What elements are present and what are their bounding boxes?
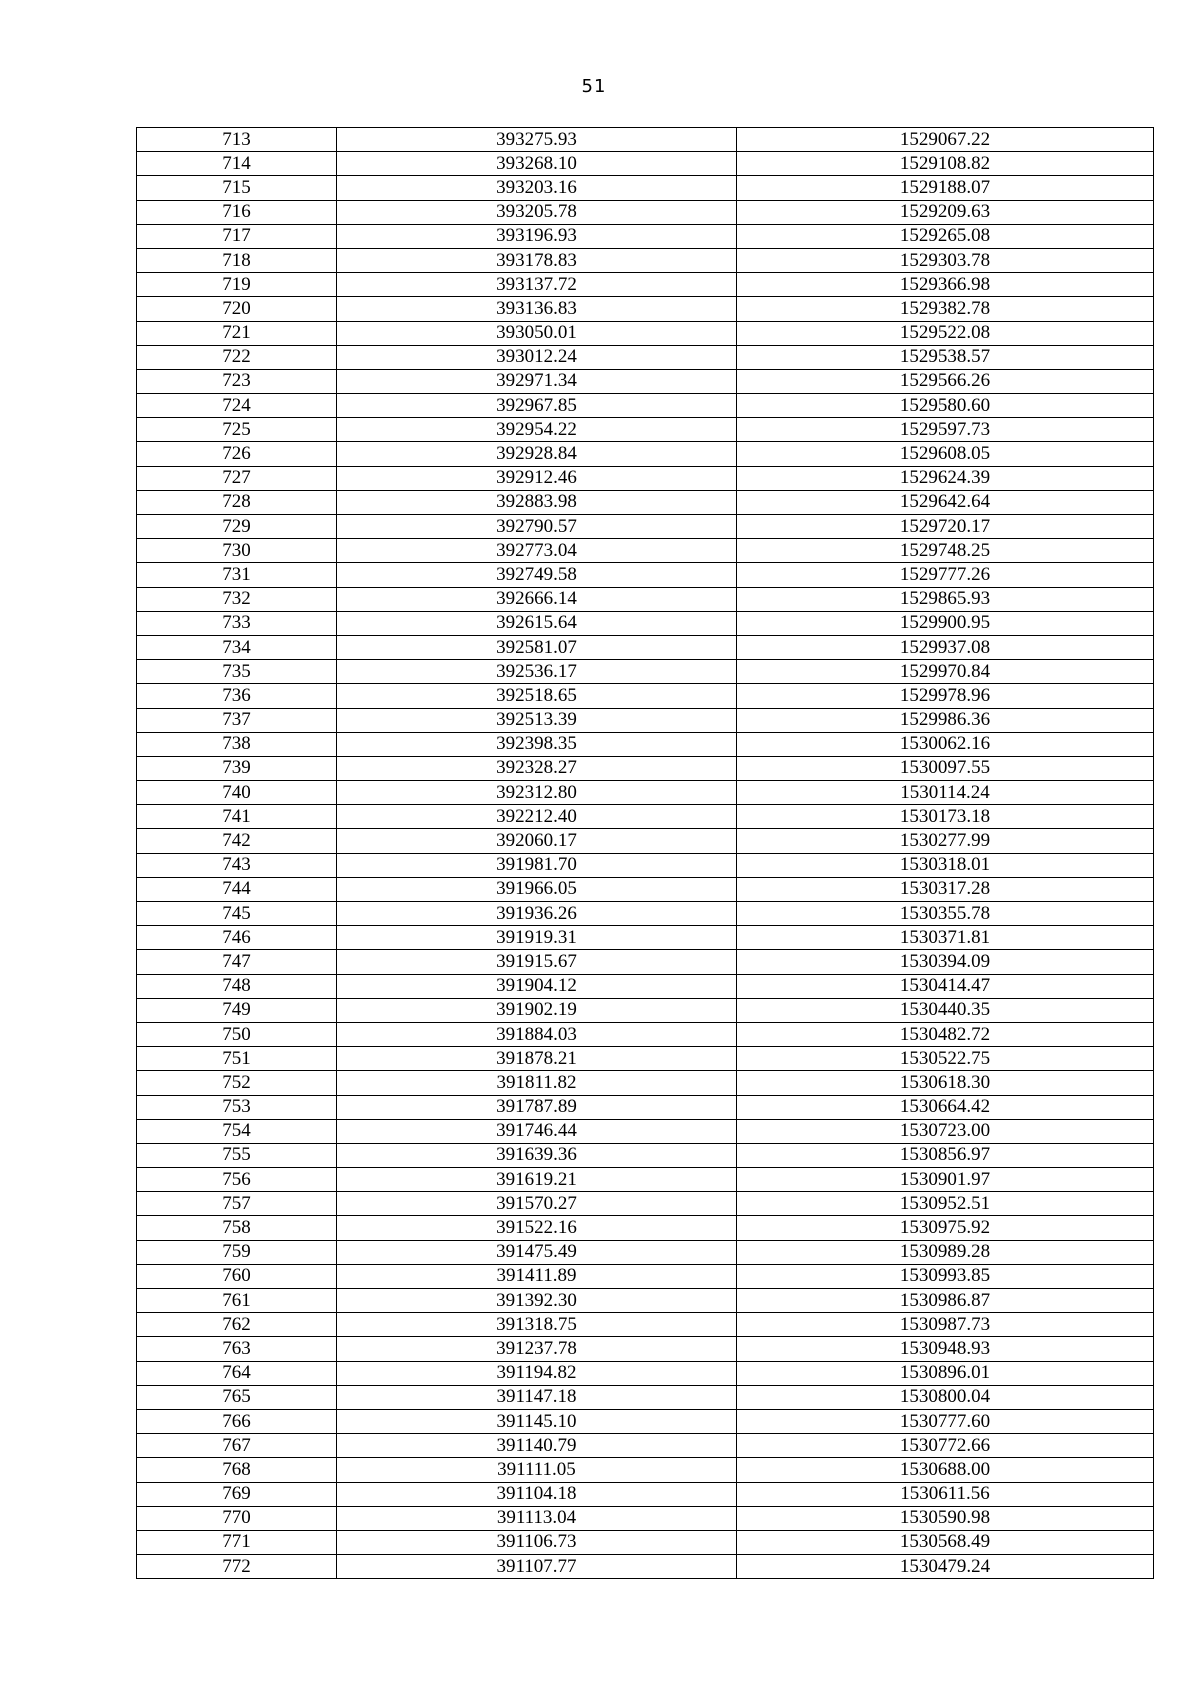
table-row (137, 539, 1154, 563)
point-number-cell: 715 (137, 176, 337, 200)
x-coordinate-cell: 391787.89 (337, 1095, 737, 1119)
table-row (137, 1022, 1154, 1046)
x-coordinate-cell: 391878.21 (337, 1047, 737, 1071)
x-coordinate-cell: 392773.04 (337, 539, 737, 563)
x-coordinate-cell: 391904.12 (337, 974, 737, 998)
y-coordinate-cell: 1529382.78 (737, 297, 1154, 321)
x-coordinate-cell: 393196.93 (337, 224, 737, 248)
y-coordinate-cell: 1529937.08 (737, 635, 1154, 659)
x-coordinate-cell: 392518.65 (337, 684, 737, 708)
table-row (137, 1289, 1154, 1313)
x-coordinate-cell: 391639.36 (337, 1143, 737, 1167)
y-coordinate-cell: 1529720.17 (737, 515, 1154, 539)
point-number-cell: 749 (137, 998, 337, 1022)
point-number-cell: 764 (137, 1361, 337, 1385)
point-number-cell: 720 (137, 297, 337, 321)
point-number-cell: 765 (137, 1385, 337, 1409)
table-row (137, 1409, 1154, 1433)
point-number-cell: 760 (137, 1264, 337, 1288)
point-number-cell: 742 (137, 829, 337, 853)
y-coordinate-cell: 1530522.75 (737, 1047, 1154, 1071)
y-coordinate-cell: 1529265.08 (737, 224, 1154, 248)
y-coordinate-cell: 1529624.39 (737, 466, 1154, 490)
y-coordinate-cell: 1530114.24 (737, 781, 1154, 805)
point-number-cell: 727 (137, 466, 337, 490)
point-number-cell: 754 (137, 1119, 337, 1143)
y-coordinate-cell: 1530989.28 (737, 1240, 1154, 1264)
x-coordinate-cell: 391981.70 (337, 853, 737, 877)
table-row (137, 732, 1154, 756)
y-coordinate-cell: 1530611.56 (737, 1482, 1154, 1506)
x-coordinate-cell: 392790.57 (337, 515, 737, 539)
table-row (137, 1506, 1154, 1530)
table-row (137, 321, 1154, 345)
point-number-cell: 718 (137, 248, 337, 272)
coordinates-table (136, 127, 1154, 1579)
x-coordinate-cell: 393012.24 (337, 345, 737, 369)
point-number-cell: 772 (137, 1555, 337, 1579)
table-row (137, 248, 1154, 272)
table-row (137, 1071, 1154, 1095)
x-coordinate-cell: 391919.31 (337, 926, 737, 950)
point-number-cell: 759 (137, 1240, 337, 1264)
table-row (137, 1047, 1154, 1071)
y-coordinate-cell: 1530664.42 (737, 1095, 1154, 1119)
point-number-cell: 732 (137, 587, 337, 611)
table-row (137, 176, 1154, 200)
point-number-cell: 746 (137, 926, 337, 950)
table-row (137, 829, 1154, 853)
point-number-cell: 714 (137, 152, 337, 176)
point-number-cell: 728 (137, 490, 337, 514)
y-coordinate-cell: 1530482.72 (737, 1022, 1154, 1046)
x-coordinate-cell: 392954.22 (337, 418, 737, 442)
y-coordinate-cell: 1529777.26 (737, 563, 1154, 587)
point-number-cell: 757 (137, 1192, 337, 1216)
x-coordinate-cell: 392328.27 (337, 756, 737, 780)
y-coordinate-cell: 1529522.08 (737, 321, 1154, 345)
point-number-cell: 766 (137, 1409, 337, 1433)
table-row (137, 1119, 1154, 1143)
x-coordinate-cell: 392581.07 (337, 635, 737, 659)
y-coordinate-cell: 1530948.93 (737, 1337, 1154, 1361)
point-number-cell: 758 (137, 1216, 337, 1240)
table-row (137, 684, 1154, 708)
table-row (137, 224, 1154, 248)
table-row (137, 1240, 1154, 1264)
point-number-cell: 770 (137, 1506, 337, 1530)
point-number-cell: 762 (137, 1313, 337, 1337)
point-number-cell: 721 (137, 321, 337, 345)
y-coordinate-cell: 1530993.85 (737, 1264, 1154, 1288)
point-number-cell: 719 (137, 273, 337, 297)
point-number-cell: 716 (137, 200, 337, 224)
point-number-cell: 737 (137, 708, 337, 732)
x-coordinate-cell: 391570.27 (337, 1192, 737, 1216)
point-number-cell: 725 (137, 418, 337, 442)
x-coordinate-cell: 393275.93 (337, 128, 737, 152)
point-number-cell: 743 (137, 853, 337, 877)
y-coordinate-cell: 1529209.63 (737, 200, 1154, 224)
table-row (137, 805, 1154, 829)
table-row (137, 1313, 1154, 1337)
point-number-cell: 744 (137, 877, 337, 901)
point-number-cell: 756 (137, 1168, 337, 1192)
x-coordinate-cell: 391884.03 (337, 1022, 737, 1046)
x-coordinate-cell: 393136.83 (337, 297, 737, 321)
x-coordinate-cell: 391619.21 (337, 1168, 737, 1192)
table-row (137, 1482, 1154, 1506)
point-number-cell: 738 (137, 732, 337, 756)
table-row (137, 466, 1154, 490)
y-coordinate-cell: 1530318.01 (737, 853, 1154, 877)
y-coordinate-cell: 1529188.07 (737, 176, 1154, 200)
x-coordinate-cell: 392971.34 (337, 369, 737, 393)
x-coordinate-cell: 391237.78 (337, 1337, 737, 1361)
coordinates-table-body (137, 128, 1154, 1579)
x-coordinate-cell: 391746.44 (337, 1119, 737, 1143)
table-row (137, 902, 1154, 926)
x-coordinate-cell: 391392.30 (337, 1289, 737, 1313)
table-row (137, 926, 1154, 950)
y-coordinate-cell: 1530371.81 (737, 926, 1154, 950)
table-row (137, 853, 1154, 877)
x-coordinate-cell: 391194.82 (337, 1361, 737, 1385)
table-row (137, 345, 1154, 369)
y-coordinate-cell: 1530688.00 (737, 1458, 1154, 1482)
table-row (137, 781, 1154, 805)
x-coordinate-cell: 393178.83 (337, 248, 737, 272)
y-coordinate-cell: 1529978.96 (737, 684, 1154, 708)
y-coordinate-cell: 1529580.60 (737, 394, 1154, 418)
x-coordinate-cell: 391113.04 (337, 1506, 737, 1530)
y-coordinate-cell: 1529108.82 (737, 152, 1154, 176)
point-number-cell: 722 (137, 345, 337, 369)
x-coordinate-cell: 391475.49 (337, 1240, 737, 1264)
y-coordinate-cell: 1529900.95 (737, 611, 1154, 635)
point-number-cell: 717 (137, 224, 337, 248)
y-coordinate-cell: 1530723.00 (737, 1119, 1154, 1143)
y-coordinate-cell: 1529970.84 (737, 660, 1154, 684)
x-coordinate-cell: 391140.79 (337, 1434, 737, 1458)
x-coordinate-cell: 391107.77 (337, 1555, 737, 1579)
point-number-cell: 752 (137, 1071, 337, 1095)
y-coordinate-cell: 1530479.24 (737, 1555, 1154, 1579)
y-coordinate-cell: 1530952.51 (737, 1192, 1154, 1216)
point-number-cell: 769 (137, 1482, 337, 1506)
y-coordinate-cell: 1530856.97 (737, 1143, 1154, 1167)
table-row (137, 1361, 1154, 1385)
table-row (137, 1216, 1154, 1240)
point-number-cell: 723 (137, 369, 337, 393)
table-row (137, 877, 1154, 901)
point-number-cell: 748 (137, 974, 337, 998)
table-row (137, 297, 1154, 321)
x-coordinate-cell: 393205.78 (337, 200, 737, 224)
page-number: 51 (581, 76, 607, 97)
table-row (137, 1095, 1154, 1119)
y-coordinate-cell: 1530317.28 (737, 877, 1154, 901)
y-coordinate-cell: 1529748.25 (737, 539, 1154, 563)
x-coordinate-cell: 391915.67 (337, 950, 737, 974)
table-row (137, 611, 1154, 635)
y-coordinate-cell: 1529566.26 (737, 369, 1154, 393)
x-coordinate-cell: 392513.39 (337, 708, 737, 732)
table-row (137, 128, 1154, 152)
y-coordinate-cell: 1530414.47 (737, 974, 1154, 998)
y-coordinate-cell: 1530772.66 (737, 1434, 1154, 1458)
x-coordinate-cell: 393050.01 (337, 321, 737, 345)
y-coordinate-cell: 1530896.01 (737, 1361, 1154, 1385)
x-coordinate-cell: 391318.75 (337, 1313, 737, 1337)
point-number-cell: 767 (137, 1434, 337, 1458)
table-row (137, 660, 1154, 684)
point-number-cell: 736 (137, 684, 337, 708)
table-row (137, 587, 1154, 611)
x-coordinate-cell: 392615.64 (337, 611, 737, 635)
x-coordinate-cell: 391811.82 (337, 1071, 737, 1095)
point-number-cell: 761 (137, 1289, 337, 1313)
table-row (137, 950, 1154, 974)
y-coordinate-cell: 1530568.49 (737, 1530, 1154, 1554)
table-row (137, 1337, 1154, 1361)
y-coordinate-cell: 1529067.22 (737, 128, 1154, 152)
table-row (137, 1385, 1154, 1409)
table-row (137, 1264, 1154, 1288)
y-coordinate-cell: 1529865.93 (737, 587, 1154, 611)
point-number-cell: 731 (137, 563, 337, 587)
point-number-cell: 729 (137, 515, 337, 539)
x-coordinate-cell: 392749.58 (337, 563, 737, 587)
y-coordinate-cell: 1530987.73 (737, 1313, 1154, 1337)
x-coordinate-cell: 391522.16 (337, 1216, 737, 1240)
point-number-cell: 745 (137, 902, 337, 926)
table-row (137, 1530, 1154, 1554)
y-coordinate-cell: 1529986.36 (737, 708, 1154, 732)
x-coordinate-cell: 391966.05 (337, 877, 737, 901)
y-coordinate-cell: 1529608.05 (737, 442, 1154, 466)
x-coordinate-cell: 392060.17 (337, 829, 737, 853)
x-coordinate-cell: 391147.18 (337, 1385, 737, 1409)
point-number-cell: 763 (137, 1337, 337, 1361)
table-row (137, 1434, 1154, 1458)
x-coordinate-cell: 392312.80 (337, 781, 737, 805)
point-number-cell: 730 (137, 539, 337, 563)
x-coordinate-cell: 392666.14 (337, 587, 737, 611)
y-coordinate-cell: 1530986.87 (737, 1289, 1154, 1313)
point-number-cell: 753 (137, 1095, 337, 1119)
table-row (137, 1555, 1154, 1579)
y-coordinate-cell: 1530618.30 (737, 1071, 1154, 1095)
x-coordinate-cell: 392967.85 (337, 394, 737, 418)
table-row (137, 998, 1154, 1022)
x-coordinate-cell: 391411.89 (337, 1264, 737, 1288)
table-row (137, 418, 1154, 442)
y-coordinate-cell: 1530355.78 (737, 902, 1154, 926)
point-number-cell: 724 (137, 394, 337, 418)
x-coordinate-cell: 392212.40 (337, 805, 737, 829)
point-number-cell: 755 (137, 1143, 337, 1167)
x-coordinate-cell: 391104.18 (337, 1482, 737, 1506)
y-coordinate-cell: 1530590.98 (737, 1506, 1154, 1530)
point-number-cell: 747 (137, 950, 337, 974)
x-coordinate-cell: 393268.10 (337, 152, 737, 176)
point-number-cell: 735 (137, 660, 337, 684)
x-coordinate-cell: 391902.19 (337, 998, 737, 1022)
y-coordinate-cell: 1530440.35 (737, 998, 1154, 1022)
x-coordinate-cell: 392928.84 (337, 442, 737, 466)
point-number-cell: 771 (137, 1530, 337, 1554)
y-coordinate-cell: 1529642.64 (737, 490, 1154, 514)
y-coordinate-cell: 1530277.99 (737, 829, 1154, 853)
x-coordinate-cell: 391145.10 (337, 1409, 737, 1433)
y-coordinate-cell: 1530097.55 (737, 756, 1154, 780)
point-number-cell: 713 (137, 128, 337, 152)
point-number-cell: 740 (137, 781, 337, 805)
table-row (137, 974, 1154, 998)
table-row (137, 1143, 1154, 1167)
point-number-cell: 750 (137, 1022, 337, 1046)
y-coordinate-cell: 1529597.73 (737, 418, 1154, 442)
y-coordinate-cell: 1530062.16 (737, 732, 1154, 756)
y-coordinate-cell: 1530394.09 (737, 950, 1154, 974)
table-row (137, 1168, 1154, 1192)
x-coordinate-cell: 392912.46 (337, 466, 737, 490)
point-number-cell: 726 (137, 442, 337, 466)
table-row (137, 369, 1154, 393)
x-coordinate-cell: 391936.26 (337, 902, 737, 926)
table-row (137, 515, 1154, 539)
y-coordinate-cell: 1530901.97 (737, 1168, 1154, 1192)
table-row (137, 490, 1154, 514)
table-row (137, 1192, 1154, 1216)
table-row (137, 635, 1154, 659)
point-number-cell: 768 (137, 1458, 337, 1482)
x-coordinate-cell: 392398.35 (337, 732, 737, 756)
point-number-cell: 739 (137, 756, 337, 780)
y-coordinate-cell: 1530800.04 (737, 1385, 1154, 1409)
x-coordinate-cell: 392536.17 (337, 660, 737, 684)
table-row (137, 394, 1154, 418)
table-row (137, 1458, 1154, 1482)
point-number-cell: 751 (137, 1047, 337, 1071)
y-coordinate-cell: 1530975.92 (737, 1216, 1154, 1240)
table-row (137, 200, 1154, 224)
x-coordinate-cell: 393137.72 (337, 273, 737, 297)
y-coordinate-cell: 1529303.78 (737, 248, 1154, 272)
table-row (137, 152, 1154, 176)
y-coordinate-cell: 1529366.98 (737, 273, 1154, 297)
table-row (137, 273, 1154, 297)
table-row (137, 563, 1154, 587)
point-number-cell: 733 (137, 611, 337, 635)
point-number-cell: 741 (137, 805, 337, 829)
table-row (137, 708, 1154, 732)
point-number-cell: 734 (137, 635, 337, 659)
x-coordinate-cell: 391106.73 (337, 1530, 737, 1554)
y-coordinate-cell: 1529538.57 (737, 345, 1154, 369)
x-coordinate-cell: 392883.98 (337, 490, 737, 514)
table-row (137, 442, 1154, 466)
table-row (137, 756, 1154, 780)
y-coordinate-cell: 1530777.60 (737, 1409, 1154, 1433)
x-coordinate-cell: 391111.05 (337, 1458, 737, 1482)
y-coordinate-cell: 1530173.18 (737, 805, 1154, 829)
x-coordinate-cell: 393203.16 (337, 176, 737, 200)
